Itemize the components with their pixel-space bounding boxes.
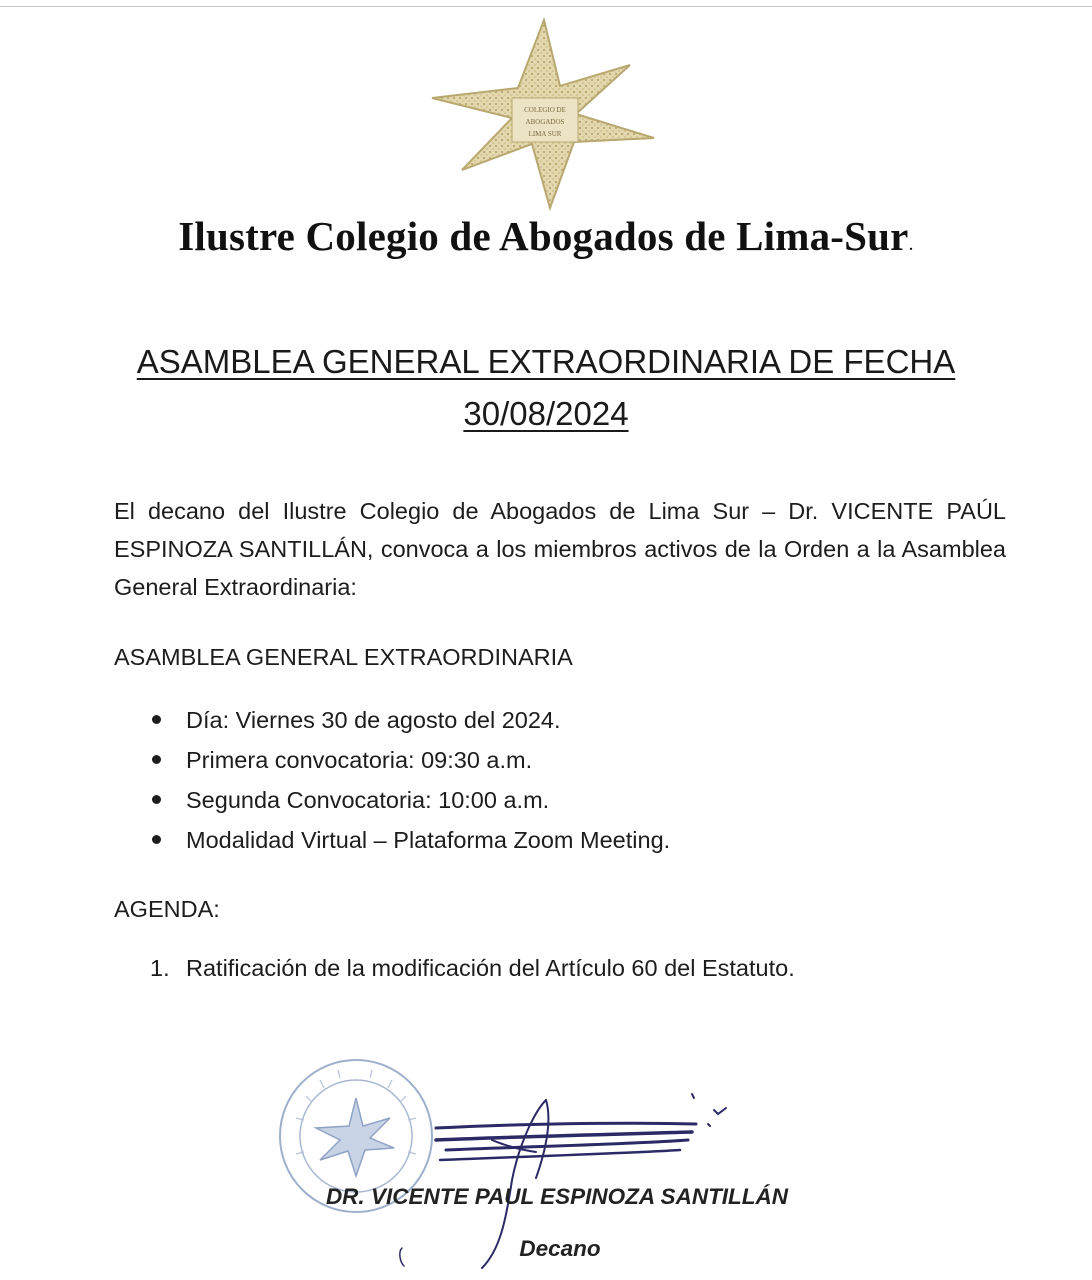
bullet-icon bbox=[152, 755, 161, 764]
organization-name-dot: . bbox=[908, 233, 914, 255]
agenda-heading: AGENDA: bbox=[114, 896, 220, 922]
agenda-item-text: Ratificación de la modificación del Artículo 60 del Estatuto. bbox=[186, 955, 795, 981]
list-item bbox=[150, 700, 670, 740]
detail-text: Día: Viernes 30 de agosto del 2024. bbox=[186, 707, 561, 733]
meeting-details-list bbox=[150, 700, 670, 860]
list-item bbox=[150, 740, 670, 780]
title-line-2: 30/08/2024 bbox=[463, 395, 629, 432]
meeting-heading: ASAMBLEA GENERAL EXTRAORDINARIA bbox=[114, 644, 573, 670]
organization-name-text: Ilustre Colegio de Abogados de Lima-Sur bbox=[178, 213, 909, 259]
agenda-item-number: 1. bbox=[150, 955, 170, 981]
detail-text: Primera convocatoria: 09:30 a.m. bbox=[186, 747, 533, 773]
agenda-list bbox=[150, 950, 795, 986]
list-item bbox=[150, 950, 795, 986]
list-item bbox=[150, 780, 670, 820]
detail-text: Segunda Convocatoria: 10:00 a.m. bbox=[186, 787, 550, 813]
emblem-text-line2: ABOGADOS bbox=[525, 118, 565, 126]
top-border-line bbox=[0, 6, 1092, 7]
star-emblem-icon bbox=[428, 18, 660, 212]
bullet-icon bbox=[152, 715, 161, 724]
organization-name bbox=[0, 212, 1092, 260]
title-line-1: ASAMBLEA GENERAL EXTRAORDINARIA DE FECHA bbox=[136, 343, 956, 380]
detail-text: Modalidad Virtual – Plataforma Zoom Meeting. bbox=[186, 827, 671, 853]
intro-paragraph bbox=[114, 492, 1006, 606]
emblem-text-line1: COLEGIO DE bbox=[524, 106, 566, 114]
bullet-icon bbox=[152, 835, 161, 844]
document-title bbox=[0, 336, 1092, 440]
emblem-text-line3: LIMA SUR bbox=[528, 130, 562, 138]
list-item bbox=[150, 820, 670, 860]
intro-text: El decano del Ilustre Colegio de Abogados de Lima Sur – Dr. VICENTE PAÚL ESPINOZA SANTILLÁN, convoca a los miembros activos de la Orden a la Asamblea General Extraordinaria: bbox=[114, 498, 1006, 600]
signer-role: Decano bbox=[519, 1236, 601, 1261]
bullet-icon bbox=[152, 795, 161, 804]
signer-name: DR. VICENTE PAUL ESPINOZA SANTILLÁN bbox=[325, 1184, 789, 1209]
